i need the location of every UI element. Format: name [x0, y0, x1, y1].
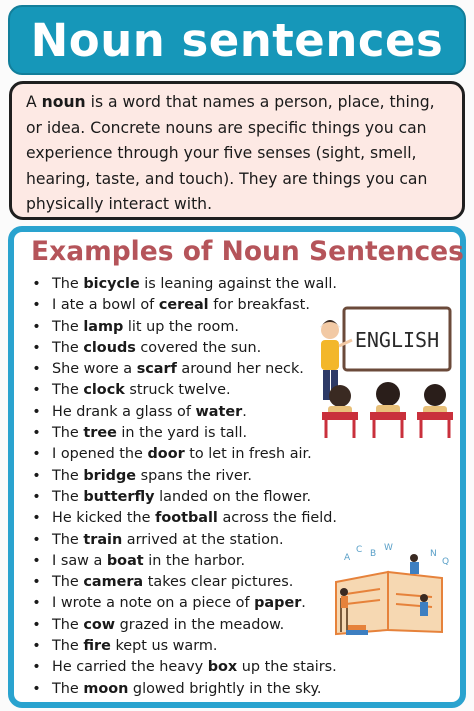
example-sentence: [32, 466, 337, 487]
sentence-end: in the harbor.: [143, 552, 246, 569]
sentence-end: takes clear pictures.: [143, 574, 294, 591]
sentence-end: for breakfast.: [208, 297, 310, 314]
floating-letter: C: [356, 545, 363, 555]
sentence-start: The: [52, 467, 84, 484]
highlighted-noun: paper: [254, 595, 302, 612]
bullet: •: [32, 425, 41, 442]
bullet: •: [32, 403, 41, 420]
sentence-start: He drank a glass of: [52, 403, 196, 420]
highlighted-noun: scarf: [136, 361, 177, 378]
sentence-end: landed on the flower.: [154, 488, 312, 505]
sentence-end: spans the river.: [136, 467, 252, 484]
sentence-end: in the yard is tall.: [116, 425, 248, 442]
example-sentence: [32, 657, 337, 678]
example-sentence: [32, 359, 337, 380]
bullet: •: [32, 297, 41, 314]
example-sentence: [32, 444, 337, 465]
bullet: •: [32, 510, 41, 527]
example-sentence: [32, 274, 337, 295]
example-sentence: [32, 572, 337, 593]
sentence-end: kept us warm.: [110, 638, 218, 655]
highlighted-noun: lamp: [83, 318, 124, 335]
bullet: •: [32, 361, 41, 378]
definition-text: [26, 90, 450, 218]
bullet: •: [32, 531, 41, 548]
bullet: •: [32, 446, 41, 463]
highlighted-noun: football: [155, 510, 218, 527]
sentence-start: I saw a: [52, 552, 107, 569]
sentence-start: The: [52, 638, 84, 655]
sentence-start: The: [52, 276, 84, 292]
example-sentence: [32, 487, 337, 508]
highlighted-noun: clouds: [83, 339, 136, 356]
bullet: •: [32, 638, 41, 655]
sentence-end: covered the sun.: [135, 339, 262, 356]
sentence-start: The: [52, 680, 84, 697]
example-sentence: [32, 530, 337, 551]
example-sentence: [32, 593, 337, 614]
definition-prefix: A: [26, 93, 42, 111]
floating-letter: W: [384, 543, 393, 553]
highlighted-noun: bridge: [83, 467, 137, 484]
bullet: •: [32, 339, 41, 356]
definition-box: [9, 81, 465, 220]
sentence-start: He kicked the: [52, 510, 156, 527]
example-sentence: [32, 615, 337, 636]
sentence-start: The: [52, 574, 84, 591]
highlighted-noun: clock: [83, 382, 125, 399]
sentence-end: glowed brightly in the sky.: [128, 680, 322, 697]
sentence-start: The: [52, 425, 84, 442]
bullet: •: [32, 382, 41, 399]
floating-letter: N: [430, 549, 437, 559]
highlighted-noun: cow: [83, 616, 116, 633]
floating-letter: Q: [442, 557, 450, 567]
highlighted-noun: moon: [83, 680, 129, 697]
sentence-end: .: [301, 595, 306, 612]
highlighted-noun: bicycle: [83, 276, 140, 292]
bullet: •: [32, 659, 41, 676]
sentence-end: struck twelve.: [124, 382, 231, 399]
sentence-start: The: [52, 531, 84, 548]
sentence-start: The: [52, 616, 84, 633]
example-sentence: [32, 380, 337, 401]
sentence-start: I opened the: [52, 446, 148, 463]
highlighted-noun: fire: [83, 638, 111, 655]
example-sentence: [32, 295, 337, 316]
highlighted-noun: butterfly: [83, 488, 155, 505]
highlighted-noun: door: [147, 446, 185, 463]
highlighted-noun: camera: [83, 574, 144, 591]
sentence-start: The: [52, 318, 84, 335]
example-sentence: [32, 423, 337, 444]
sentence-start: The: [52, 488, 84, 505]
bullet: •: [32, 276, 41, 292]
example-list: [32, 274, 337, 700]
classroom-illustration: [308, 300, 458, 450]
sentence-start: He carried the heavy: [52, 659, 208, 676]
highlighted-noun: cereal: [158, 297, 209, 314]
sentence-start: She wore a: [52, 361, 137, 378]
definition-body: is a word that names a person, place, thing, or idea. Concrete nouns are specific things you can experience through your five senses (sight, smell, hearing, taste, and touch). They are things you can physically interact with.: [26, 93, 435, 213]
bullet: •: [32, 680, 41, 697]
sentence-end: around her neck.: [176, 361, 304, 378]
student-2: [370, 382, 406, 438]
bullet: •: [32, 595, 41, 612]
highlighted-noun: boat: [106, 552, 144, 569]
example-sentence: [32, 551, 337, 572]
sentence-start: The: [52, 382, 84, 399]
example-sentence: [32, 338, 337, 359]
highlighted-noun: train: [83, 531, 123, 548]
title-banner: [8, 5, 466, 75]
bullet: •: [32, 467, 41, 484]
highlighted-noun: water: [195, 403, 243, 420]
sentence-end: .: [242, 403, 247, 420]
highlighted-noun: tree: [83, 425, 117, 442]
sentence-end: up the stairs.: [237, 659, 337, 676]
page-title: Noun sentences: [30, 13, 444, 67]
examples-heading: Examples of Noun Sentences: [31, 236, 464, 267]
example-sentence: [32, 402, 337, 423]
student-3: [417, 384, 453, 438]
bullet: •: [32, 574, 41, 591]
highlighted-noun: box: [207, 659, 238, 676]
sentence-start: The: [52, 339, 84, 356]
sentence-end: arrived at the station.: [122, 531, 284, 548]
bullet: •: [32, 488, 41, 505]
examples-panel: [8, 226, 466, 708]
bullet: •: [32, 318, 41, 335]
board-text: ENGLISH: [354, 328, 440, 352]
sentence-end: across the field.: [217, 510, 337, 527]
sentence-end: grazed in the meadow.: [115, 616, 285, 633]
floating-letter: B: [370, 549, 377, 559]
example-sentence: [32, 317, 337, 338]
floating-letter: A: [344, 553, 351, 563]
example-sentence: [32, 679, 337, 700]
definition-term: noun: [41, 93, 86, 111]
example-sentence: [32, 636, 337, 657]
sentence-end: is leaning against the wall.: [139, 276, 337, 292]
sentence-end: lit up the room.: [123, 318, 239, 335]
example-sentence: [32, 508, 337, 529]
reading-illustration: [326, 542, 456, 638]
sentence-start: I wrote a note on a piece of: [52, 595, 255, 612]
sentence-start: I ate a bowl of: [52, 297, 159, 314]
bullet: •: [32, 552, 41, 569]
sentence-end: to let in fresh air.: [184, 446, 312, 463]
bullet: •: [32, 616, 41, 633]
